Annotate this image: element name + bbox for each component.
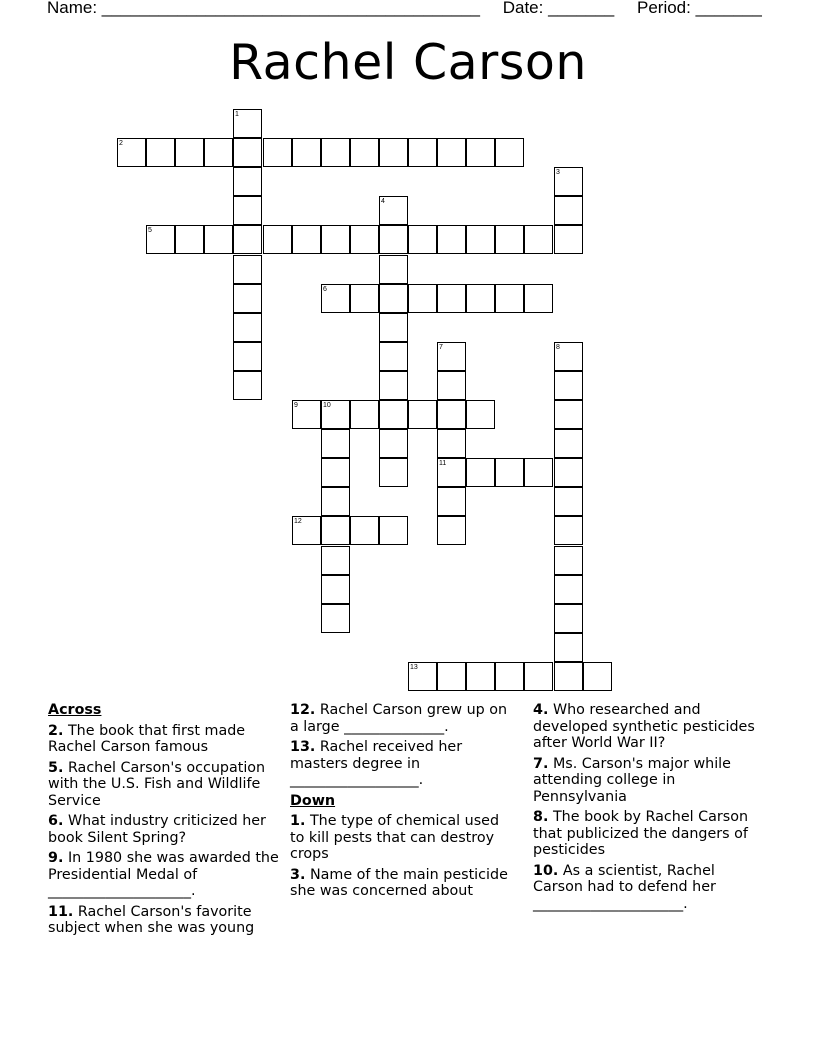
grid-cell[interactable] — [466, 458, 495, 487]
grid-cell[interactable] — [350, 400, 379, 429]
period-field[interactable]: Period: _______ — [637, 0, 762, 17]
clue-number: 2 — [119, 140, 123, 147]
grid-cell[interactable] — [233, 225, 262, 254]
grid-cell[interactable] — [437, 487, 466, 516]
grid-cell[interactable] — [466, 662, 495, 691]
grid-cell[interactable] — [554, 371, 583, 400]
clue-across-12: 12. Rachel Carson grew up on a large ______________. — [290, 702, 508, 735]
grid-cell[interactable] — [437, 400, 466, 429]
grid-cell[interactable] — [437, 516, 466, 545]
grid-cell[interactable] — [554, 633, 583, 662]
clue-down-7: 7. Ms. Carson's major while attending college in Pennsylvania — [533, 755, 731, 805]
grid-cell[interactable] — [554, 516, 583, 545]
clue-down-3: 3. Name of the main pesticide she was concerned about — [290, 866, 508, 899]
grid-cell[interactable] — [437, 429, 466, 458]
clue-across-13: 13. Rachel received her masters degree in __________________. — [290, 739, 463, 788]
grid-cell[interactable] — [379, 255, 408, 284]
grid-cell[interactable] — [554, 196, 583, 225]
clue-number: 8 — [556, 344, 560, 351]
grid-cell[interactable] — [379, 284, 408, 313]
grid-cell[interactable] — [408, 400, 437, 429]
clue-number: 10 — [323, 402, 331, 409]
grid-cell[interactable] — [263, 138, 292, 167]
clues-column-1 — [48, 702, 280, 941]
grid-cell[interactable] — [292, 138, 321, 167]
grid-cell[interactable] — [554, 167, 583, 196]
clue-number: 12 — [294, 518, 302, 525]
grid-cell[interactable] — [379, 138, 408, 167]
clue-across-2: 2. The book that first made Rachel Carson famous — [48, 722, 246, 755]
clues-column-2 — [290, 702, 515, 904]
grid-cell[interactable] — [554, 662, 583, 691]
clue-number: 6 — [323, 286, 327, 293]
name-field[interactable]: Name: ________________________________________ — [47, 0, 480, 17]
grid-cell[interactable] — [233, 255, 262, 284]
grid-cell[interactable] — [466, 225, 495, 254]
grid-cell[interactable] — [554, 487, 583, 516]
grid-cell[interactable] — [321, 575, 350, 604]
grid-cell[interactable] — [379, 342, 408, 371]
grid-cell[interactable] — [408, 225, 437, 254]
grid-cell[interactable] — [321, 458, 350, 487]
clue-number: 5 — [148, 227, 152, 234]
grid-cell[interactable] — [350, 284, 379, 313]
grid-cell[interactable] — [495, 138, 524, 167]
grid-cell[interactable] — [379, 429, 408, 458]
grid-cell[interactable] — [321, 429, 350, 458]
grid-cell[interactable] — [554, 546, 583, 575]
grid-cell[interactable] — [233, 342, 262, 371]
grid-cell[interactable] — [466, 138, 495, 167]
grid-cell[interactable] — [437, 225, 466, 254]
grid-cell[interactable] — [175, 225, 204, 254]
grid-cell[interactable] — [321, 225, 350, 254]
grid-cell[interactable] — [204, 225, 233, 254]
grid-cell[interactable] — [350, 516, 379, 545]
clue-number: 9 — [294, 402, 298, 409]
grid-cell[interactable] — [321, 604, 350, 633]
grid-cell[interactable] — [233, 167, 262, 196]
grid-cell[interactable] — [437, 662, 466, 691]
date-field[interactable]: Date: _______ — [502, 0, 615, 17]
grid-cell[interactable] — [495, 284, 524, 313]
grid-cell[interactable] — [204, 138, 233, 167]
grid-cell[interactable] — [437, 342, 466, 371]
clue-number: 1 — [235, 111, 239, 118]
grid-cell[interactable] — [524, 284, 553, 313]
grid-cell[interactable] — [321, 138, 350, 167]
clue-number: 3 — [556, 169, 560, 176]
grid-cell[interactable] — [554, 429, 583, 458]
clue-down-8: 8. The book by Rachel Carson that publicized the dangers of pesticides — [533, 809, 749, 858]
grid-cell[interactable] — [350, 138, 379, 167]
grid-cell[interactable] — [233, 284, 262, 313]
grid-cell[interactable] — [379, 400, 408, 429]
grid-cell[interactable] — [292, 225, 321, 254]
grid-cell[interactable] — [379, 196, 408, 225]
grid-cell[interactable] — [554, 342, 583, 371]
grid-cell[interactable] — [379, 371, 408, 400]
grid-cell[interactable] — [495, 225, 524, 254]
grid-cell[interactable] — [495, 662, 524, 691]
clue-number: 11 — [439, 460, 447, 467]
grid-cell[interactable] — [321, 284, 350, 313]
grid-cell[interactable] — [437, 371, 466, 400]
grid-cell[interactable] — [321, 487, 350, 516]
grid-cell[interactable] — [524, 458, 553, 487]
grid-cell[interactable] — [263, 225, 292, 254]
grid-cell[interactable] — [554, 458, 583, 487]
clue-across-9: 9. In 1980 she was awarded the Presidential Medal of ____________________. — [48, 850, 279, 899]
grid-cell[interactable] — [321, 546, 350, 575]
page-title: Rachel Carson — [229, 34, 587, 91]
grid-cell[interactable] — [466, 284, 495, 313]
grid-cell[interactable] — [379, 516, 408, 545]
grid-cell[interactable] — [495, 458, 524, 487]
clue-number: 13 — [410, 664, 418, 671]
grid-cell[interactable] — [583, 662, 612, 691]
grid-cell[interactable] — [554, 575, 583, 604]
grid-cell[interactable] — [379, 458, 408, 487]
grid-cell[interactable] — [437, 284, 466, 313]
grid-cell[interactable] — [408, 662, 437, 691]
grid-cell[interactable] — [233, 138, 262, 167]
clue-down-10: 10. As a scientist, Rachel Carson had to defend her _____________________. — [533, 862, 716, 912]
grid-cell[interactable] — [292, 400, 321, 429]
grid-cell[interactable] — [466, 400, 495, 429]
grid-cell[interactable] — [233, 313, 262, 342]
clue-number: 4 — [381, 198, 385, 205]
grid-cell[interactable] — [408, 284, 437, 313]
grid-cell[interactable] — [408, 138, 437, 167]
grid-cell[interactable] — [117, 138, 146, 167]
clue-down-4: 4. Who researched and developed synthetic pesticides after World War II? — [533, 702, 755, 751]
down-heading: Down — [290, 792, 336, 809]
clue-down-1: 1. The type of chemical used to kill pests that can destroy crops — [290, 813, 500, 862]
grid-cell[interactable] — [321, 516, 350, 545]
clue-across-6: 6. What industry criticized her book Silent Spring? — [48, 813, 266, 846]
grid-cell[interactable] — [379, 225, 408, 254]
grid-cell[interactable] — [146, 138, 175, 167]
clue-number: 7 — [439, 344, 443, 351]
grid-cell[interactable] — [233, 196, 262, 225]
grid-cell[interactable] — [146, 225, 175, 254]
grid-cell[interactable] — [554, 604, 583, 633]
grid-cell[interactable] — [175, 138, 204, 167]
clue-across-11: 11. Rachel Carson's favorite subject when she was young — [48, 903, 255, 936]
grid-cell[interactable] — [437, 138, 466, 167]
grid-cell[interactable] — [233, 109, 262, 138]
grid-cell[interactable] — [554, 400, 583, 429]
clues-column-3 — [533, 702, 768, 916]
grid-cell[interactable] — [350, 225, 379, 254]
grid-cell[interactable] — [437, 458, 466, 487]
grid-cell[interactable] — [524, 662, 553, 691]
grid-cell[interactable] — [554, 225, 583, 254]
grid-cell[interactable] — [321, 400, 350, 429]
grid-cell[interactable] — [292, 516, 321, 545]
grid-cell[interactable] — [524, 225, 553, 254]
across-heading: Across — [48, 702, 102, 718]
grid-cell[interactable] — [233, 371, 262, 400]
clue-across-5: 5. Rachel Carson's occupation with the U.S. Fish and Wildlife Service — [48, 759, 266, 809]
grid-cell[interactable] — [379, 313, 408, 342]
